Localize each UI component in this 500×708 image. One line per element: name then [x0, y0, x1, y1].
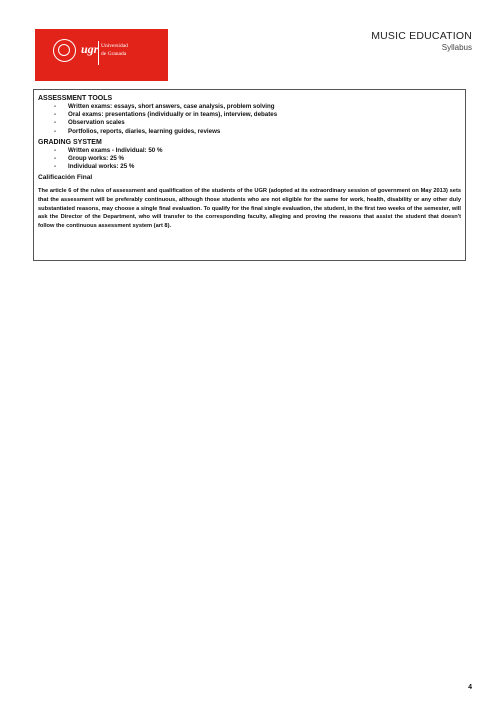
seal-icon: [53, 39, 76, 62]
page-number: 4: [468, 684, 472, 691]
assessment-tools-list: [38, 103, 461, 136]
assessment-tools-heading: ASSESSMENT TOOLS: [38, 95, 113, 102]
grading-system-list: [38, 147, 461, 172]
document-subtitle: Syllabus: [441, 43, 472, 52]
list-item: - Written exams - Individual: 50 %: [38, 147, 461, 155]
university-logo: [35, 29, 168, 81]
final-grade-paragraph: The article 6 of the rules of assessment and qualification of the students of the UGR (adopted at its extraordinary session of government on May 2013) sets that the assessment will be preferably continuous, although those students who are not eligible for the same for work, health, disability or any other duly substantiated reasons, may choose a single final evaluation. To qualify for the final single evaluation, the student, in the first two weeks of the semester, will ask the Director of the Department, who will transfer to the corresponding faculty, alleging and proving the reasons that assist the student that doesn't follow the continuous assessment system (art 8).: [38, 188, 461, 229]
list-item: - Portfolios, reports, diaries, learning guides, reviews: [38, 128, 461, 136]
content-box: [33, 89, 466, 261]
list-item: - Oral exams: presentations (individually or in teams), interview, debates: [38, 111, 461, 119]
list-item: - Written exams: essays, short answers, case analysis, problem solving: [38, 103, 461, 111]
list-item: - Observation scales: [38, 119, 461, 127]
grading-system-heading: GRADING SYSTEM: [38, 138, 102, 146]
list-item: - Group works: 25 %: [38, 155, 461, 163]
logo-abbr: ugr: [81, 42, 99, 56]
logo-name-line2: de Granada: [101, 51, 127, 57]
list-item: - Individual works: 25 %: [38, 163, 461, 171]
final-grade-heading: Calificación Final: [38, 174, 93, 182]
logo-name: [101, 42, 128, 58]
logo-divider: [98, 41, 99, 65]
document-title: MUSIC EDUCATION: [371, 30, 472, 42]
logo-name-line1: Universidad: [101, 43, 128, 49]
